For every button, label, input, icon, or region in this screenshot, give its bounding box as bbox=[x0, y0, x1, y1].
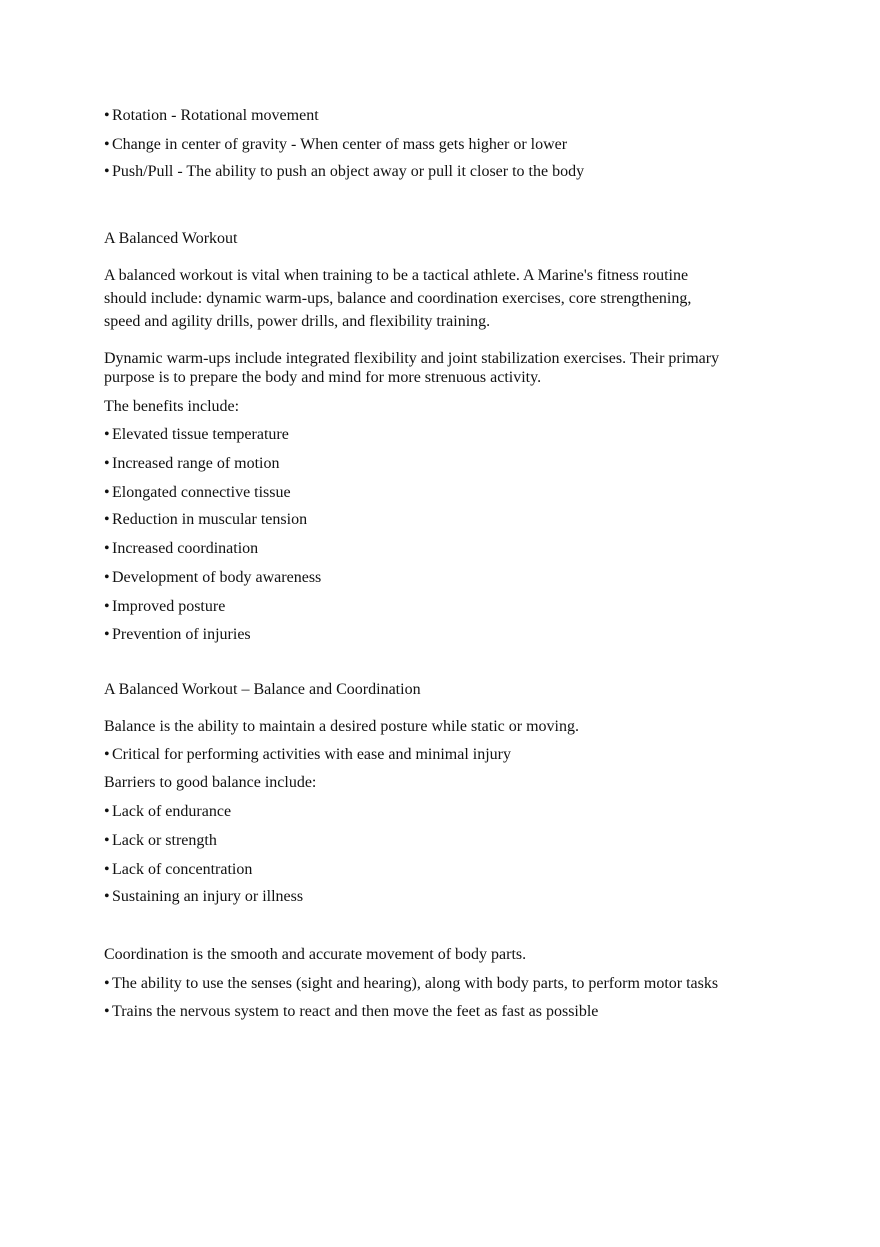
bullet-item: • Increased range of motion bbox=[104, 455, 280, 472]
bullet-icon: • bbox=[104, 540, 110, 557]
bullet-item: • Elongated connective tissue bbox=[104, 484, 291, 501]
bullet-item: • Increased coordination bbox=[104, 540, 259, 557]
bullet-icon: • bbox=[104, 626, 110, 643]
section-heading: A Balanced Workout bbox=[104, 230, 238, 247]
paragraph-line: Balance is the ability to maintain a desired posture while static or moving. bbox=[104, 718, 579, 735]
list-intro: Barriers to good balance include: bbox=[104, 774, 317, 791]
bullet-icon: • bbox=[104, 136, 110, 153]
bullet-icon: • bbox=[104, 803, 110, 820]
paragraph-line: Coordination is the smooth and accurate movement of body parts. bbox=[104, 946, 527, 963]
bullet-icon: • bbox=[104, 426, 110, 443]
bullet-item: • Sustaining an injury or illness bbox=[104, 888, 304, 905]
bullet-item: • Reduction in muscular tension bbox=[104, 511, 308, 528]
bullet-item: • Prevention of injuries bbox=[104, 626, 251, 643]
bullet-item: • The ability to use the senses (sight and hearing), along with body parts, to perform motor tasks bbox=[104, 975, 719, 992]
bullet-icon: • bbox=[104, 1003, 110, 1020]
bullet-icon: • bbox=[104, 455, 110, 472]
bullet-item: • Lack of endurance bbox=[104, 803, 232, 820]
bullet-item: • Trains the nervous system to react and then move the feet as fast as possible bbox=[104, 1003, 599, 1020]
bullet-icon: • bbox=[104, 569, 110, 586]
paragraph-line: A balanced workout is vital when training to be a tactical athlete. A Marine's fitness routine bbox=[104, 267, 689, 284]
paragraph-line: purpose is to prepare the body and mind for more strenuous activity. bbox=[104, 369, 542, 386]
bullet-item: • Push/Pull - The ability to push an object away or pull it closer to the body bbox=[104, 163, 585, 180]
bullet-icon: • bbox=[104, 107, 110, 124]
bullet-item: • Critical for performing activities with ease and minimal injury bbox=[104, 746, 511, 763]
bullet-item: • Elevated tissue temperature bbox=[104, 426, 289, 443]
bullet-item: • Improved posture bbox=[104, 598, 226, 615]
bullet-item: • Lack or strength bbox=[104, 832, 217, 849]
bullet-icon: • bbox=[104, 888, 110, 905]
bullet-icon: • bbox=[104, 832, 110, 849]
bullet-icon: • bbox=[104, 746, 110, 763]
bullet-icon: • bbox=[104, 511, 110, 528]
bullet-item: • Change in center of gravity - When center of mass gets higher or lower bbox=[104, 136, 568, 153]
list-intro: The benefits include: bbox=[104, 398, 240, 415]
bullet-item: • Lack of concentration bbox=[104, 861, 253, 878]
bullet-icon: • bbox=[104, 975, 110, 992]
paragraph-line: should include: dynamic warm-ups, balance and coordination exercises, core strengthening, bbox=[104, 290, 692, 307]
paragraph-line: speed and agility drills, power drills, and flexibility training. bbox=[104, 313, 491, 330]
bullet-icon: • bbox=[104, 163, 110, 180]
paragraph-line: Dynamic warm-ups include integrated flexibility and joint stabilization exercises. Their primary bbox=[104, 350, 720, 367]
bullet-item: • Rotation - Rotational movement bbox=[104, 107, 319, 124]
bullet-icon: • bbox=[104, 598, 110, 615]
bullet-icon: • bbox=[104, 484, 110, 501]
bullet-item: • Development of body awareness bbox=[104, 569, 322, 586]
bullet-icon: • bbox=[104, 861, 110, 878]
section-heading: A Balanced Workout – Balance and Coordination bbox=[104, 681, 421, 698]
